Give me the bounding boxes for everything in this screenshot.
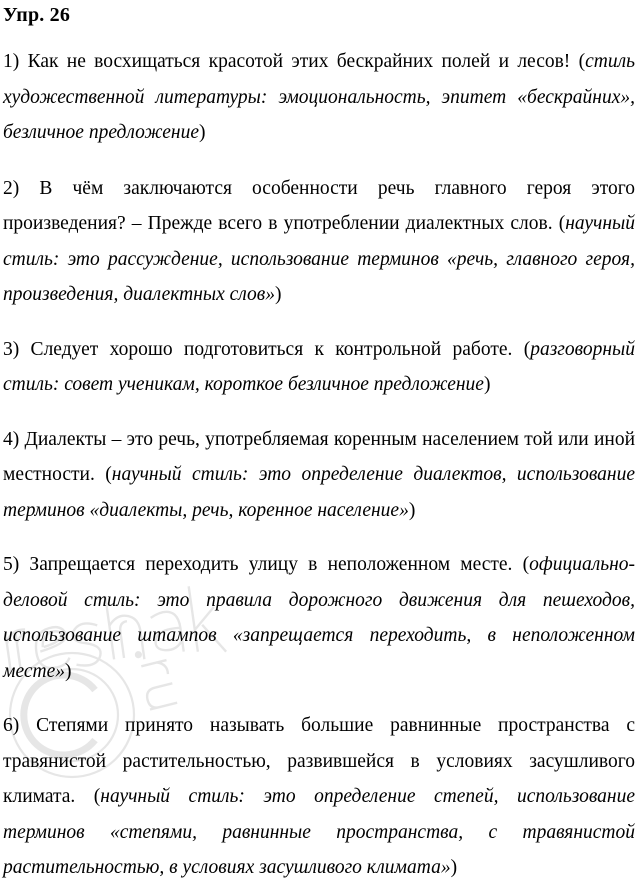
spacer xyxy=(1,528,637,547)
exercise-answer-4: научный стиль: это определение диалектов, использование терминов «диалекты, речь, коренное население» xyxy=(3,464,635,521)
exercise-item-4 xyxy=(1,422,637,529)
spacer xyxy=(1,689,637,708)
page-title: Упр. 26 xyxy=(3,4,71,26)
exercise-close-3: ) xyxy=(483,374,491,395)
exercise-answer-2: научный стиль: это рассуждение, использование терминов «речь, главного героя, произведения, диалектных слов» xyxy=(3,213,635,305)
exercise-statement-5: 5) Запрещается переходить улицу в неположенном месте. ( xyxy=(3,554,530,575)
exercise-close-1: ) xyxy=(199,122,206,143)
exercise-item-2 xyxy=(1,171,637,313)
exercise-answer-5: официально-деловой стиль: это правила дорожного движения для пешеходов, использование штампов «запрещается переходить, в неположенном месте» xyxy=(3,554,635,682)
exercise-item-1 xyxy=(1,44,637,151)
exercise-statement-3: 3) Следует хорошо подготовиться к контрольной работе. ( xyxy=(3,338,531,360)
exercise-statement-6: 6) Степями принято называть большие равнинные пространства с травянистой растительностью, развившейся в условиях засушливого климата. ( xyxy=(3,715,635,807)
exercise-answer-1: стиль художественной литературы: эмоциональность, эпитет «бескрайних», безличное предложение xyxy=(3,51,635,143)
spacer xyxy=(1,26,637,44)
exercise-statement-1: 1) Как не восхищаться красотой этих бескрайних полей и лесов! ( xyxy=(3,51,586,72)
spacer xyxy=(1,151,637,171)
exercise-close-4: ) xyxy=(408,499,416,521)
spacer xyxy=(1,313,637,332)
spacer xyxy=(1,403,637,422)
exercise-item-6 xyxy=(1,708,637,886)
exercise-statement-2: 2) В чём заключаются особенности речь главного героя этого произведения? – Прежде всего в употреблении диалектных слов. ( xyxy=(3,177,635,234)
exercise-answer-3: разговорный стиль: совет ученикам, короткое безличное предложение xyxy=(3,338,635,395)
exercise-close-5: ) xyxy=(65,660,72,682)
exercise-content xyxy=(1,4,637,886)
exercise-answer-6: научный стиль: это определение степей, использование терминов «степями, равнинные пространства, с травянистой растительностью, в условиях засушливого климата» xyxy=(3,786,636,878)
exercise-close-2: ) xyxy=(274,284,282,305)
exercise-item-5 xyxy=(1,547,637,689)
exercise-statement-4: 4) Диалекты – это речь, употребляемая коренным населением той или иной местности. ( xyxy=(3,428,635,485)
exercise-item-3 xyxy=(1,332,637,403)
exercise-close-6: ) xyxy=(450,857,458,878)
